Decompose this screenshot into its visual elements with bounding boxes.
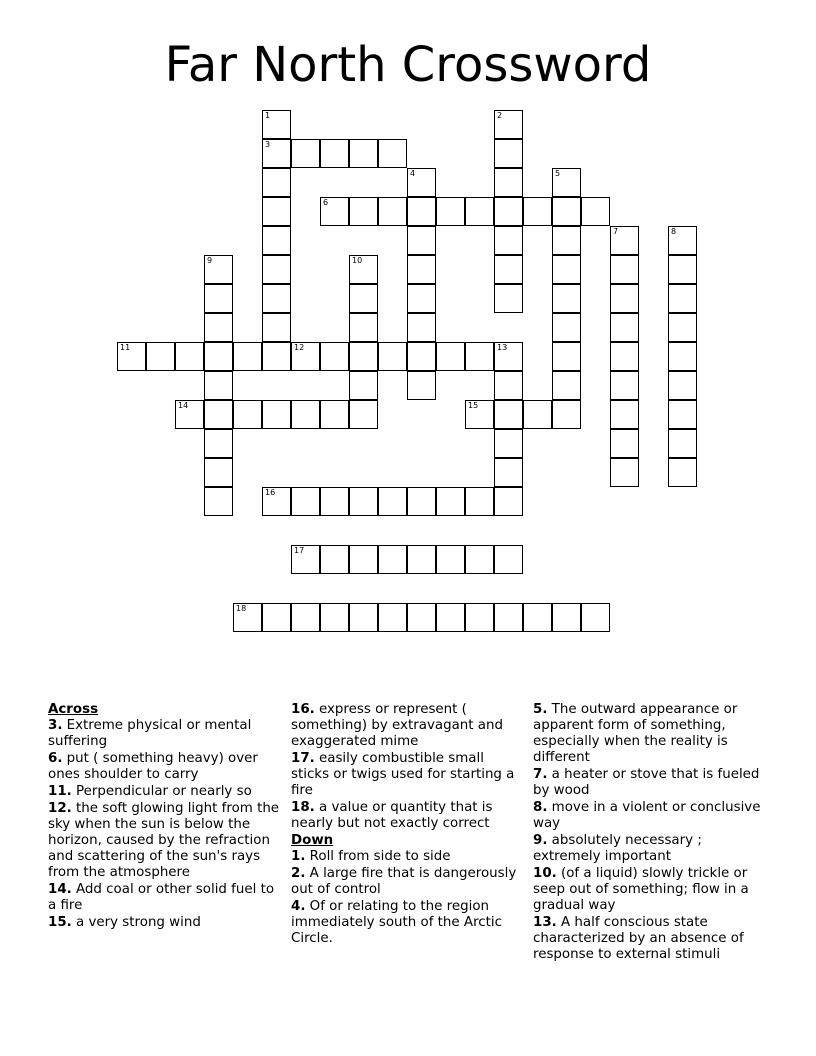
clue-text: A half conscious state characterized by an absence of response to external stimuli xyxy=(533,915,744,962)
grid-cell[interactable] xyxy=(668,313,697,342)
grid-cell[interactable] xyxy=(378,197,407,226)
across-clue xyxy=(291,702,523,750)
grid-cell[interactable] xyxy=(407,342,436,371)
grid-cell[interactable] xyxy=(610,371,639,400)
grid-cell[interactable] xyxy=(552,226,581,255)
clue-number: 7. xyxy=(533,767,548,782)
grid-cell[interactable] xyxy=(436,545,465,574)
grid-cell[interactable] xyxy=(494,400,523,429)
grid-cell[interactable] xyxy=(494,168,523,197)
grid-cell[interactable] xyxy=(320,342,349,371)
down-clue xyxy=(533,702,769,766)
grid-cell[interactable] xyxy=(117,342,146,371)
grid-cell[interactable] xyxy=(494,545,523,574)
grid-cell[interactable] xyxy=(262,139,291,168)
clue-text: Roll from side to side xyxy=(309,849,451,864)
grid-cell[interactable] xyxy=(494,226,523,255)
clue-number: 8. xyxy=(533,800,548,815)
grid-cell[interactable] xyxy=(523,603,552,632)
grid-cell[interactable] xyxy=(552,313,581,342)
down-clue xyxy=(291,899,523,947)
grid-cell[interactable] xyxy=(291,139,320,168)
grid-cell[interactable] xyxy=(233,603,262,632)
grid-cell[interactable] xyxy=(610,226,639,255)
grid-cell[interactable] xyxy=(668,342,697,371)
grid-cell[interactable] xyxy=(465,603,494,632)
grid-cell[interactable] xyxy=(494,458,523,487)
grid-cell[interactable] xyxy=(291,400,320,429)
grid-cell[interactable] xyxy=(668,371,697,400)
cell-number: 9 xyxy=(207,256,213,265)
grid-cell[interactable] xyxy=(668,284,697,313)
grid-cell[interactable] xyxy=(407,255,436,284)
grid-cell[interactable] xyxy=(262,487,291,516)
grid-cell[interactable] xyxy=(204,429,233,458)
clue-number: 17. xyxy=(291,751,315,766)
clue-number: 16. xyxy=(291,702,315,717)
clue-number: 18. xyxy=(291,800,315,815)
down-clue xyxy=(533,866,769,914)
across-clue xyxy=(48,751,280,783)
grid-cell[interactable] xyxy=(262,400,291,429)
clues-column-3 xyxy=(533,702,769,964)
clue-text: (of a liquid) slowly trickle or seep out of something; flow in a gradual way xyxy=(533,866,749,913)
grid-cell[interactable] xyxy=(204,342,233,371)
grid-cell[interactable] xyxy=(494,139,523,168)
cell-number: 8 xyxy=(671,227,677,236)
grid-cell[interactable] xyxy=(291,545,320,574)
grid-cell[interactable] xyxy=(349,545,378,574)
grid-cell[interactable] xyxy=(349,603,378,632)
clue-number: 2. xyxy=(291,866,306,881)
grid-cell[interactable] xyxy=(407,168,436,197)
cell-number: 11 xyxy=(120,343,131,352)
clue-number: 3. xyxy=(48,718,63,733)
clue-number: 14. xyxy=(48,882,72,897)
grid-cell[interactable] xyxy=(378,487,407,516)
grid-cell[interactable] xyxy=(204,400,233,429)
grid-cell[interactable] xyxy=(552,168,581,197)
grid-cell[interactable] xyxy=(552,342,581,371)
grid-cell[interactable] xyxy=(552,284,581,313)
grid-cell[interactable] xyxy=(204,255,233,284)
clue-text: Extreme physical or mental suffering xyxy=(48,718,252,749)
grid-cell[interactable] xyxy=(465,545,494,574)
grid-cell[interactable] xyxy=(494,603,523,632)
across-clue xyxy=(291,800,523,832)
grid-cell[interactable] xyxy=(378,342,407,371)
grid-cell[interactable] xyxy=(668,226,697,255)
grid-cell[interactable] xyxy=(262,255,291,284)
grid-cell[interactable] xyxy=(349,487,378,516)
clue-text: A large fire that is dangerously out of control xyxy=(291,866,517,897)
grid-cell[interactable] xyxy=(668,458,697,487)
grid-cell[interactable] xyxy=(552,371,581,400)
grid-cell[interactable] xyxy=(436,197,465,226)
cell-number: 6 xyxy=(323,198,329,207)
grid-cell[interactable] xyxy=(407,487,436,516)
grid-cell[interactable] xyxy=(494,110,523,139)
grid-cell[interactable] xyxy=(349,342,378,371)
across-clue xyxy=(48,915,280,931)
grid-cell[interactable] xyxy=(291,603,320,632)
clue-text: easily combustible small sticks or twigs used for starting a fire xyxy=(291,751,515,798)
grid-cell[interactable] xyxy=(407,284,436,313)
grid-cell[interactable] xyxy=(262,342,291,371)
cell-number: 18 xyxy=(236,604,247,613)
down-clue xyxy=(533,800,769,832)
grid-cell[interactable] xyxy=(494,255,523,284)
grid-cell[interactable] xyxy=(204,371,233,400)
grid-cell[interactable] xyxy=(436,603,465,632)
grid-cell[interactable] xyxy=(407,545,436,574)
grid-cell[interactable] xyxy=(407,603,436,632)
grid-cell[interactable] xyxy=(552,197,581,226)
grid-cell[interactable] xyxy=(610,458,639,487)
cell-number: 17 xyxy=(294,546,305,555)
clue-number: 12. xyxy=(48,801,72,816)
grid-cell[interactable] xyxy=(552,400,581,429)
cell-number: 13 xyxy=(497,343,508,352)
cell-number: 5 xyxy=(555,169,561,178)
clue-number: 9. xyxy=(533,833,548,848)
grid-cell[interactable] xyxy=(610,400,639,429)
page-title: Far North Crossword xyxy=(164,37,652,93)
across-clue xyxy=(48,882,280,914)
grid-cell[interactable] xyxy=(320,545,349,574)
cell-number: 4 xyxy=(410,169,416,178)
grid-cell[interactable] xyxy=(262,168,291,197)
clue-text: The outward appearance or apparent form of something, especially when the reality is different xyxy=(533,702,738,765)
grid-cell[interactable] xyxy=(407,371,436,400)
grid-cell[interactable] xyxy=(320,197,349,226)
grid-cell[interactable] xyxy=(465,487,494,516)
grid-cell[interactable] xyxy=(407,226,436,255)
clue-text: Add coal or other solid fuel to a fire xyxy=(48,882,275,913)
clue-number: 13. xyxy=(533,915,557,930)
clue-text: a value or quantity that is nearly but not exactly correct xyxy=(291,800,493,831)
clues-column-1 xyxy=(48,702,280,932)
grid-cell[interactable] xyxy=(552,255,581,284)
cell-number: 7 xyxy=(613,227,619,236)
clue-text: a very strong wind xyxy=(76,915,201,930)
grid-cell[interactable] xyxy=(610,313,639,342)
grid-cell[interactable] xyxy=(378,603,407,632)
grid-cell[interactable] xyxy=(378,139,407,168)
clues-column-2 xyxy=(291,702,523,948)
grid-cell[interactable] xyxy=(494,342,523,371)
cell-number: 16 xyxy=(265,488,276,497)
grid-cell[interactable] xyxy=(349,400,378,429)
grid-cell[interactable] xyxy=(668,255,697,284)
clue-text: absolutely necessary ; extremely important xyxy=(533,833,702,864)
grid-cell[interactable] xyxy=(349,255,378,284)
grid-cell[interactable] xyxy=(320,139,349,168)
cell-number: 10 xyxy=(352,256,363,265)
grid-cell[interactable] xyxy=(581,197,610,226)
clue-number: 4. xyxy=(291,899,306,914)
down-clue xyxy=(291,849,523,865)
grid-cell[interactable] xyxy=(349,284,378,313)
down-clue xyxy=(533,833,769,865)
grid-cell[interactable] xyxy=(320,487,349,516)
grid-cell[interactable] xyxy=(610,284,639,313)
grid-cell[interactable] xyxy=(262,226,291,255)
grid-cell[interactable] xyxy=(204,313,233,342)
down-clue xyxy=(533,915,769,963)
grid-cell[interactable] xyxy=(494,197,523,226)
grid-cell[interactable] xyxy=(146,342,175,371)
grid-cell[interactable] xyxy=(233,342,262,371)
grid-cell[interactable] xyxy=(494,487,523,516)
grid-cell[interactable] xyxy=(233,400,262,429)
grid-cell[interactable] xyxy=(262,197,291,226)
across-clue xyxy=(48,801,280,881)
grid-cell[interactable] xyxy=(523,400,552,429)
grid-cell[interactable] xyxy=(552,603,581,632)
grid-cell[interactable] xyxy=(436,487,465,516)
grid-cell[interactable] xyxy=(465,400,494,429)
grid-cell[interactable] xyxy=(349,313,378,342)
grid-cell[interactable] xyxy=(581,603,610,632)
grid-cell[interactable] xyxy=(262,284,291,313)
grid-cell[interactable] xyxy=(262,110,291,139)
grid-cell[interactable] xyxy=(262,603,291,632)
clue-text: express or represent ( something) by extravagant and exaggerated mime xyxy=(291,702,503,749)
grid-cell[interactable] xyxy=(610,429,639,458)
grid-cell[interactable] xyxy=(320,603,349,632)
across-clue xyxy=(291,751,523,799)
grid-cell[interactable] xyxy=(349,139,378,168)
clue-text: Perpendicular or nearly so xyxy=(76,784,252,799)
clue-number: 6. xyxy=(48,751,63,766)
clue-text: put ( something heavy) over ones shoulder to carry xyxy=(48,751,258,782)
down-clue xyxy=(533,767,769,799)
cell-number: 1 xyxy=(265,111,271,120)
grid-cell[interactable] xyxy=(407,197,436,226)
grid-cell[interactable] xyxy=(204,458,233,487)
grid-cell[interactable] xyxy=(204,284,233,313)
across-heading: Across xyxy=(48,702,99,717)
clue-number: 11. xyxy=(48,784,72,799)
grid-cell[interactable] xyxy=(610,342,639,371)
grid-cell[interactable] xyxy=(262,313,291,342)
grid-cell[interactable] xyxy=(349,197,378,226)
grid-cell[interactable] xyxy=(668,400,697,429)
grid-cell[interactable] xyxy=(175,400,204,429)
grid-cell[interactable] xyxy=(494,284,523,313)
clue-text: Of or relating to the region immediately south of the Arctic Circle. xyxy=(291,899,502,946)
grid-cell[interactable] xyxy=(668,429,697,458)
clue-text: a heater or stove that is fueled by wood xyxy=(533,767,760,798)
across-clue xyxy=(48,718,280,750)
grid-cell[interactable] xyxy=(523,197,552,226)
grid-cell[interactable] xyxy=(204,487,233,516)
grid-cell[interactable] xyxy=(465,197,494,226)
grid-cell[interactable] xyxy=(378,545,407,574)
grid-cell[interactable] xyxy=(494,371,523,400)
clue-text: the soft glowing light from the sky when the sun is below the horizon, caused by the refraction and scattering of the sun's rays from the atmosphere xyxy=(48,801,280,880)
grid-cell[interactable] xyxy=(291,487,320,516)
cell-number: 3 xyxy=(265,140,271,149)
clue-number: 15. xyxy=(48,915,72,930)
down-heading: Down xyxy=(291,833,334,848)
cell-number: 12 xyxy=(294,343,305,352)
grid-cell[interactable] xyxy=(407,313,436,342)
cell-number: 2 xyxy=(497,111,503,120)
clue-text: move in a violent or conclusive way xyxy=(533,800,761,831)
cell-number: 15 xyxy=(468,401,479,410)
across-clue xyxy=(48,784,280,800)
clue-number: 10. xyxy=(533,866,557,881)
grid-cell[interactable] xyxy=(320,400,349,429)
cell-number: 14 xyxy=(178,401,189,410)
grid-cell[interactable] xyxy=(291,342,320,371)
grid-cell[interactable] xyxy=(436,342,465,371)
grid-cell[interactable] xyxy=(349,371,378,400)
clue-number: 1. xyxy=(291,849,306,864)
clue-number: 5. xyxy=(533,702,548,717)
down-clue xyxy=(291,866,523,898)
grid-cell[interactable] xyxy=(610,255,639,284)
grid-cell[interactable] xyxy=(465,342,494,371)
grid-cell[interactable] xyxy=(175,342,204,371)
grid-cell[interactable] xyxy=(494,429,523,458)
